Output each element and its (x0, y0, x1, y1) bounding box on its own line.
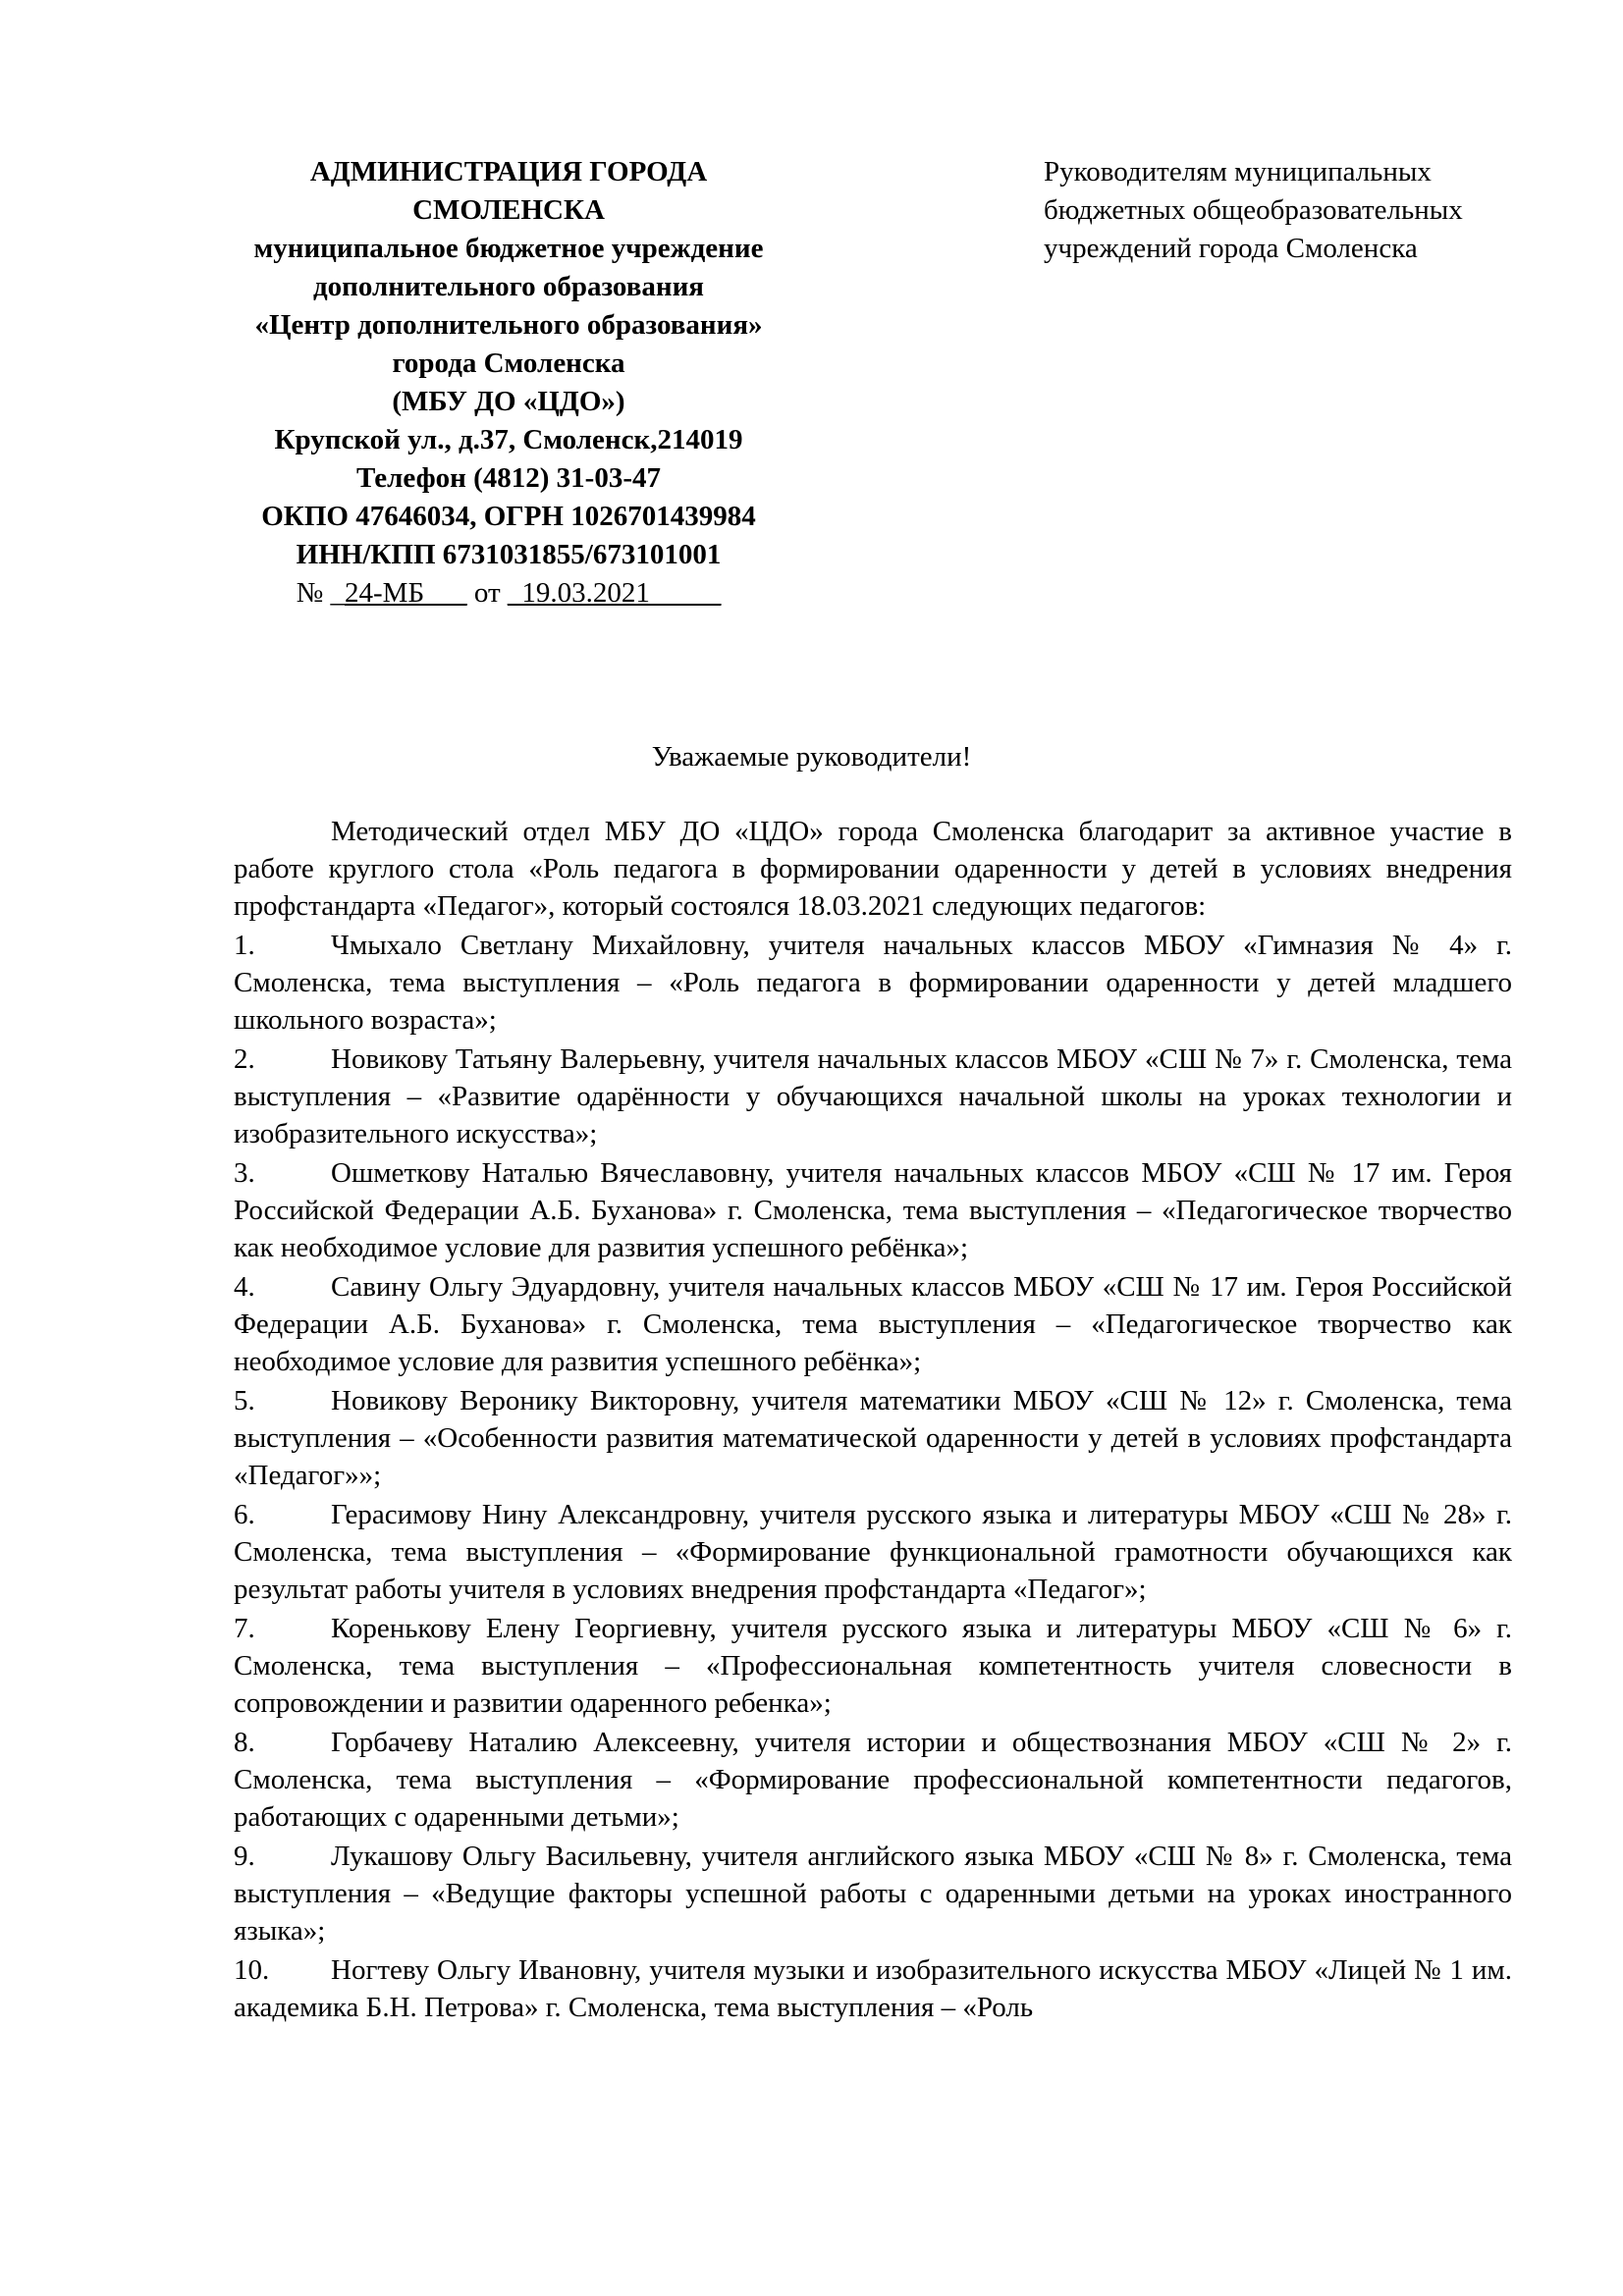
list-item-text: Новикову Веронику Викторовну, учителя математики МБОУ «СШ № 12» г. Смоленска, тема выступления – «Особенности развития математической одаренности у детей в условиях профстандарта «Педагог»»; (234, 1385, 1512, 1491)
list-item-number: 2. (234, 1043, 255, 1075)
letterhead-line-6: города Смоленска (392, 347, 625, 379)
list-item-text: Чмыхало Светлану Михайловну, учителя начальных классов МБОУ «Гимназия № 4» г. Смоленска, тема выступления – «Роль педагога в формировании одаренности у детей младшего школьного возраста»; (234, 930, 1512, 1036)
list-item (234, 927, 1512, 1039)
list-item-number: 5. (234, 1385, 255, 1416)
doc-number: 24-МБ___ (345, 577, 467, 609)
addressee-line-3: учреждений города Смоленска (1044, 233, 1418, 264)
letterhead-okpo-ogrn: ОКПО 47646034, ОГРН 1026701439984 (261, 501, 756, 532)
list-item-text: Герасимову Нину Александровну, учителя русского языка и литературы МБОУ «СШ № 28» г. Смоленска, тема выступления – «Формирование функциональной грамотности обучающихся как результат работы учителя в условиях внедрения профстандарта «Педагог»; (234, 1499, 1512, 1605)
list-item (234, 1382, 1512, 1494)
list-item (234, 1154, 1512, 1266)
list-item-number: 7. (234, 1613, 255, 1644)
list-item-text: Лукашову Ольгу Васильевну, учителя английского языка МБОУ «СШ № 8» г. Смоленска, тема выступления – «Ведущие факторы успешной работы с одаренными детьми на уроках иностранного языка»; (234, 1841, 1512, 1947)
list-item-number: 9. (234, 1841, 255, 1872)
list-item-number: 6. (234, 1499, 255, 1530)
list-item-text: Горбачеву Наталию Алексеевну, учителя истории и обществознания МБОУ «СШ № 2» г. Смоленска, тема выступления – «Формирование профессиональной компетентности педагогов, работающих с одаренными детьми»; (234, 1727, 1512, 1833)
letterhead-line-5: «Центр дополнительного образования» (254, 309, 763, 341)
list-item (234, 1724, 1512, 1836)
letterhead-line-3: муниципальное бюджетное учреждение (253, 233, 764, 264)
greeting: Уважаемые руководители! (651, 741, 972, 773)
list-item-number: 10. (234, 1954, 270, 1986)
addressee-line-1: Руководителям муниципальных (1044, 156, 1432, 187)
letterhead-address: Крупской ул., д.37, Смоленск,214019 (274, 424, 743, 455)
letterhead-inn-kpp: ИНН/КПП 6731031855/673101001 (296, 539, 722, 570)
list-item-number: 3. (234, 1157, 255, 1189)
list-item-text: Новикову Татьяну Валерьевну, учителя начальных классов МБОУ «СШ № 7» г. Смоленска, тема выступления – «Развитие одарённости у обучающихся начальной школы на уроках технологии и изобразительного искусства»; (234, 1043, 1512, 1149)
doc-date-prefix: от (466, 577, 508, 609)
doc-date: _19.03.2021_____ (507, 577, 722, 609)
letterhead-line-7: (МБУ ДО «ЦДО») (392, 386, 625, 417)
list-item (234, 1041, 1512, 1152)
list-item-number: 8. (234, 1727, 255, 1758)
document-number-date (204, 574, 813, 613)
list-item-text: Коренькову Елену Георгиевну, учителя русского языка и литературы МБОУ «СШ № 6» г. Смоленска, тема выступления – «Профессиональная компетентность учителя словесности в сопровождении и развитии одаренного ребенка»; (234, 1613, 1512, 1719)
list-item-text: Савину Ольгу Эдуардовну, учителя начальных классов МБОУ «СШ № 17 им. Героя Российской Федерации А.Б. Буханова» г. Смоленска, тема выступления – «Педагогическое творчество как необходимое условие для развития успешного ребёнка»; (234, 1271, 1512, 1377)
letterhead-phone: Телефон (4812) 31-03-47 (355, 462, 661, 494)
letterhead-line-2: СМОЛЕНСКА (412, 194, 605, 226)
addressee-block (1044, 153, 1594, 268)
list-item (234, 1838, 1512, 1949)
list-item-text: Ошметкову Наталью Вячеславовну, учителя начальных классов МБОУ «СШ № 17 им. Героя Российской Федерации А.Б. Буханова» г. Смоленска, тема выступления – «Педагогическое творчество как необходимое условие для развития успешного ребёнка»; (234, 1157, 1512, 1263)
organization-letterhead (204, 153, 813, 613)
letterhead-line-1: АДМИНИСТРАЦИЯ ГОРОДА (309, 156, 708, 187)
addressee-line-2: бюджетных общеобразовательных (1044, 194, 1463, 226)
intro-paragraph: Методический отдел МБУ ДО «ЦДО» города Смоленска благодарит за активное участие в работе круглого стола «Роль педагога в формировании одаренности у детей в условиях внедрения профстандарта «Педагог», который состоялся 18.03.2021 следующих педагогов: (234, 816, 1512, 922)
doc-number-prefix: № _ (296, 577, 345, 609)
list-item (234, 1496, 1512, 1608)
letterhead-line-4: дополнительного образования (313, 271, 704, 302)
list-item-text: Ногтеву Ольгу Ивановну, учителя музыки и изобразительного искусства МБОУ «Лицей № 1 им. академика Б.Н. Петрова» г. Смоленска, тема выступления – «Роль (234, 1954, 1512, 2023)
list-item (234, 1610, 1512, 1722)
list-item (234, 1268, 1512, 1380)
list-item-number: 1. (234, 930, 255, 961)
list-item (234, 1951, 1512, 2026)
list-item-number: 4. (234, 1271, 255, 1303)
letter-body (234, 813, 1512, 2026)
